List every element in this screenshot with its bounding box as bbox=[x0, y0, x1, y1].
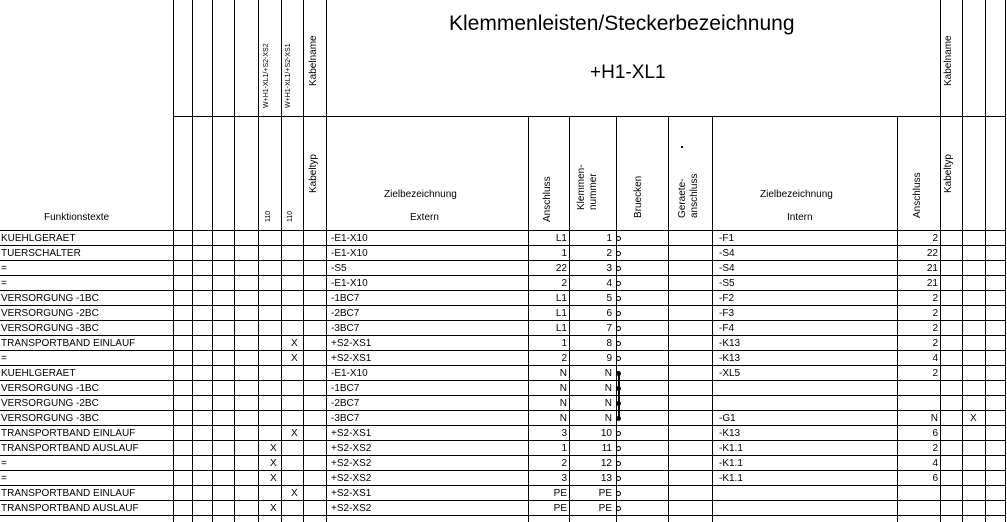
extern-header: Extern bbox=[410, 212, 439, 223]
function-text: VERSORGUNG -2BC bbox=[1, 398, 99, 409]
cable2-name: W+H1-XL1/+S2-XS1 bbox=[285, 43, 292, 108]
extern-target: +S2-XS2 bbox=[331, 443, 372, 454]
grid-hline bbox=[173, 116, 326, 117]
terminal-symbol bbox=[616, 311, 621, 316]
cable2-marker: X bbox=[291, 338, 298, 349]
function-text: = bbox=[1, 473, 7, 484]
extern-connection: L1 bbox=[555, 308, 567, 319]
terminal-number: 1 bbox=[606, 233, 612, 244]
function-text: TRANSPORTBAND EINLAUF bbox=[1, 428, 136, 439]
terminal-number: 6 bbox=[606, 308, 612, 319]
grid-vline bbox=[940, 0, 941, 522]
extern-target: -1BC7 bbox=[331, 293, 360, 304]
function-text: TRANSPORTBAND EINLAUF bbox=[1, 338, 136, 349]
cable1-type: 110 bbox=[265, 210, 272, 222]
terminal-symbol bbox=[616, 491, 621, 496]
cable2-marker: X bbox=[291, 488, 298, 499]
intern-connection: 2 bbox=[932, 368, 938, 379]
bruecken-header: Bruecken bbox=[633, 175, 644, 218]
geraeteanschluss-header-1: Geraete- bbox=[677, 178, 688, 218]
intern-connection: 2 bbox=[932, 293, 938, 304]
grid-hline bbox=[0, 485, 1005, 486]
extern-target: +S2-XS2 bbox=[331, 503, 372, 514]
intern-target: -G1 bbox=[719, 413, 736, 424]
intern-connection: 2 bbox=[932, 308, 938, 319]
extern-connection: N bbox=[559, 368, 567, 379]
intern-target: -S4 bbox=[719, 248, 735, 259]
intern-connection: 2 bbox=[932, 323, 938, 334]
extern-connection: 1 bbox=[561, 338, 567, 349]
extern-connection: 3 bbox=[561, 473, 567, 484]
grid-vline bbox=[712, 116, 713, 522]
cable1-marker: X bbox=[270, 473, 277, 484]
function-text: TRANSPORTBAND AUSLAUF bbox=[1, 503, 139, 514]
zielbezeichnung-extern-header: Zielbezeichnung bbox=[384, 189, 457, 200]
grid-vline bbox=[985, 0, 986, 522]
terminal-symbol bbox=[616, 356, 621, 361]
zielbezeichnung-intern-header: Zielbezeichnung bbox=[760, 189, 833, 200]
grid-vline bbox=[212, 0, 213, 522]
intern-target: -S5 bbox=[719, 278, 735, 289]
grid-hline bbox=[0, 365, 1005, 366]
intern-connection: 6 bbox=[932, 428, 938, 439]
terminal-symbol bbox=[616, 431, 621, 436]
funktionstexte-header: Funktionstexte bbox=[44, 212, 110, 223]
extern-connection: 2 bbox=[561, 353, 567, 364]
intern-target: -XL5 bbox=[719, 368, 741, 379]
cable1-marker: X bbox=[270, 458, 277, 469]
extern-target: -E1-X10 bbox=[331, 278, 368, 289]
grid-hline bbox=[0, 320, 1005, 321]
intern-target: -K1.1 bbox=[719, 443, 743, 454]
function-text: VERSORGUNG -2BC bbox=[1, 308, 99, 319]
grid-hline bbox=[0, 455, 1005, 456]
intern-target: -K13 bbox=[719, 338, 741, 349]
terminal-number: N bbox=[604, 383, 612, 394]
cable1-name: W+H1-XL1/+S2-XS2 bbox=[263, 43, 270, 108]
extern-target: +S2-XS1 bbox=[331, 428, 372, 439]
grid-hline bbox=[0, 350, 1005, 351]
intern-target: -F2 bbox=[719, 293, 734, 304]
intern-target: -K1.1 bbox=[719, 458, 743, 469]
terminal-symbol bbox=[616, 476, 621, 481]
cable2-marker: X bbox=[291, 428, 298, 439]
grid-vline bbox=[1005, 0, 1006, 522]
function-text: TRANSPORTBAND AUSLAUF bbox=[1, 443, 139, 454]
grid-hline bbox=[0, 260, 1005, 261]
extern-target: -S5 bbox=[331, 263, 347, 274]
grid-hline bbox=[326, 116, 940, 117]
function-text: VERSORGUNG -1BC bbox=[1, 293, 99, 304]
extern-target: +S2-XS1 bbox=[331, 488, 372, 499]
grid-vline bbox=[192, 0, 193, 522]
extern-target: -E1-X10 bbox=[331, 233, 368, 244]
grid-hline bbox=[0, 410, 1005, 411]
function-text: TRANSPORTBAND EINLAUF bbox=[1, 488, 136, 499]
extern-target: +S2-XS2 bbox=[331, 458, 372, 469]
terminal-number: N bbox=[604, 413, 612, 424]
grid-hline bbox=[0, 440, 1005, 441]
terminal-number: N bbox=[604, 368, 612, 379]
grid-hline bbox=[0, 275, 1005, 276]
terminal-symbol bbox=[616, 236, 621, 241]
grid-vline bbox=[173, 0, 174, 522]
extern-target: -3BC7 bbox=[331, 323, 360, 334]
intern-connection: 2 bbox=[932, 443, 938, 454]
kabelname-left-header: Kabelname bbox=[308, 35, 319, 86]
header-dot bbox=[681, 146, 683, 148]
intern-connection: 22 bbox=[926, 248, 938, 259]
extern-target: +S2-XS1 bbox=[331, 338, 372, 349]
kabeltyp-right-header: Kabeltyp bbox=[943, 154, 954, 193]
extern-target: -3BC7 bbox=[331, 413, 360, 424]
function-text: = bbox=[1, 278, 7, 289]
grid-hline bbox=[0, 230, 1005, 231]
extern-target: -1BC7 bbox=[331, 383, 360, 394]
klemmennummer-header-1: Klemmen- bbox=[576, 164, 587, 210]
terminal-number: N bbox=[604, 398, 612, 409]
grid-vline bbox=[303, 0, 304, 522]
terminal-symbol bbox=[616, 461, 621, 466]
terminal-symbol bbox=[616, 506, 621, 511]
cable2-marker: X bbox=[291, 353, 298, 364]
terminal-number: PE bbox=[598, 488, 612, 499]
grid-hline bbox=[0, 245, 1005, 246]
extern-connection: 2 bbox=[561, 278, 567, 289]
extern-connection: L1 bbox=[555, 233, 567, 244]
cable1-marker: X bbox=[270, 443, 277, 454]
extern-connection: L1 bbox=[555, 323, 567, 334]
extern-connection: PE bbox=[553, 503, 567, 514]
klemmennummer-header-2: nummer bbox=[588, 173, 599, 210]
terminal-number: 11 bbox=[601, 443, 612, 454]
grid-hline bbox=[0, 395, 1005, 396]
function-text: = bbox=[1, 263, 7, 274]
kabeltyp-left-header: Kabeltyp bbox=[308, 154, 319, 193]
kabelname-right-header: Kabelname bbox=[943, 35, 954, 86]
intern-connection: 2 bbox=[932, 338, 938, 349]
extern-connection: N bbox=[559, 413, 567, 424]
terminal-symbol bbox=[616, 341, 621, 346]
intern-target: -K1.1 bbox=[719, 473, 743, 484]
extern-target: +S2-XS1 bbox=[331, 353, 372, 364]
terminal-number: 10 bbox=[600, 428, 612, 439]
intern-target: -F1 bbox=[719, 233, 734, 244]
extern-target: -2BC7 bbox=[331, 398, 360, 409]
grid-hline bbox=[0, 290, 1005, 291]
extern-connection: 2 bbox=[561, 458, 567, 469]
extern-target: -E1-X10 bbox=[331, 368, 368, 379]
intern-target: -F4 bbox=[719, 323, 734, 334]
terminal-symbol bbox=[616, 281, 621, 286]
function-text: VERSORGUNG -1BC bbox=[1, 383, 99, 394]
terminal-number: 5 bbox=[606, 293, 612, 304]
grid-vline bbox=[962, 0, 963, 522]
function-text: KUEHLGERAET bbox=[1, 233, 76, 244]
intern-connection: 21 bbox=[926, 263, 938, 274]
extern-target: -E1-X10 bbox=[331, 248, 368, 259]
sheet-title: Klemmenleisten/Steckerbezeichnung bbox=[449, 12, 795, 35]
bridge-line bbox=[618, 373, 620, 418]
intern-connection: 21 bbox=[926, 278, 938, 289]
grid-vline bbox=[281, 0, 282, 522]
intern-connection: 2 bbox=[932, 233, 938, 244]
function-text: VERSORGUNG -3BC bbox=[1, 413, 99, 424]
function-text: VERSORGUNG -3BC bbox=[1, 323, 99, 334]
intern-target: -S4 bbox=[719, 263, 735, 274]
cable2-type: 110 bbox=[287, 210, 294, 222]
extern-connection: N bbox=[559, 398, 567, 409]
terminal-number: 2 bbox=[606, 248, 612, 259]
grid-hline bbox=[0, 305, 1005, 306]
extern-target: -2BC7 bbox=[331, 308, 360, 319]
grid-vline bbox=[258, 0, 259, 522]
anschluss-extern-header: Anschluss bbox=[542, 176, 553, 222]
intern-header: Intern bbox=[787, 212, 813, 223]
terminal-number: 13 bbox=[600, 473, 612, 484]
intern-connection: N bbox=[930, 413, 938, 424]
grid-vline bbox=[668, 116, 669, 522]
terminal-number: 3 bbox=[606, 263, 612, 274]
anschluss-intern-header: Anschluss bbox=[912, 172, 923, 218]
intern-connection: 6 bbox=[932, 473, 938, 484]
terminal-symbol bbox=[616, 296, 621, 301]
terminal-number: 8 bbox=[606, 338, 612, 349]
grid-vline bbox=[234, 0, 235, 522]
intern-connection: 4 bbox=[932, 458, 938, 469]
terminal-number: 7 bbox=[606, 323, 612, 334]
terminal-symbol bbox=[616, 326, 621, 331]
geraeteanschluss-header-2: anschluss bbox=[689, 173, 700, 218]
extern-connection: 1 bbox=[561, 248, 567, 259]
extern-target: +S2-XS2 bbox=[331, 473, 372, 484]
function-text: = bbox=[1, 353, 7, 364]
terminal-strip-name: +H1-XL1 bbox=[590, 62, 666, 83]
extern-connection: 22 bbox=[555, 263, 567, 274]
extern-connection: PE bbox=[553, 488, 567, 499]
grid-hline bbox=[0, 380, 1005, 381]
intern-target: -K13 bbox=[719, 428, 741, 439]
extern-connection: 3 bbox=[561, 428, 567, 439]
extern-connection: L1 bbox=[555, 293, 567, 304]
intern-target: -K13 bbox=[719, 353, 741, 364]
terminal-symbol bbox=[616, 266, 621, 271]
grid-hline bbox=[0, 500, 1005, 501]
function-text: KUEHLGERAET bbox=[1, 368, 76, 379]
terminal-number: 12 bbox=[600, 458, 612, 469]
intern-connection: 4 bbox=[932, 353, 938, 364]
extern-connection: N bbox=[559, 383, 567, 394]
terminal-symbol bbox=[616, 446, 621, 451]
terminal-symbol bbox=[616, 251, 621, 256]
cable1-marker: X bbox=[270, 503, 277, 514]
cable-right-marker: X bbox=[970, 413, 977, 424]
function-text: = bbox=[1, 458, 7, 469]
terminal-number: PE bbox=[598, 503, 612, 514]
grid-hline bbox=[0, 335, 1005, 336]
terminal-number: 9 bbox=[606, 353, 612, 364]
grid-hline bbox=[0, 425, 1005, 426]
extern-connection: 1 bbox=[561, 443, 567, 454]
intern-target: -F3 bbox=[719, 308, 734, 319]
grid-vline bbox=[326, 0, 327, 522]
grid-hline bbox=[0, 515, 1005, 516]
grid-hline bbox=[940, 116, 1005, 117]
function-text: TUERSCHALTER bbox=[1, 248, 81, 259]
grid-hline bbox=[0, 470, 1005, 471]
terminal-number: 4 bbox=[606, 278, 612, 289]
